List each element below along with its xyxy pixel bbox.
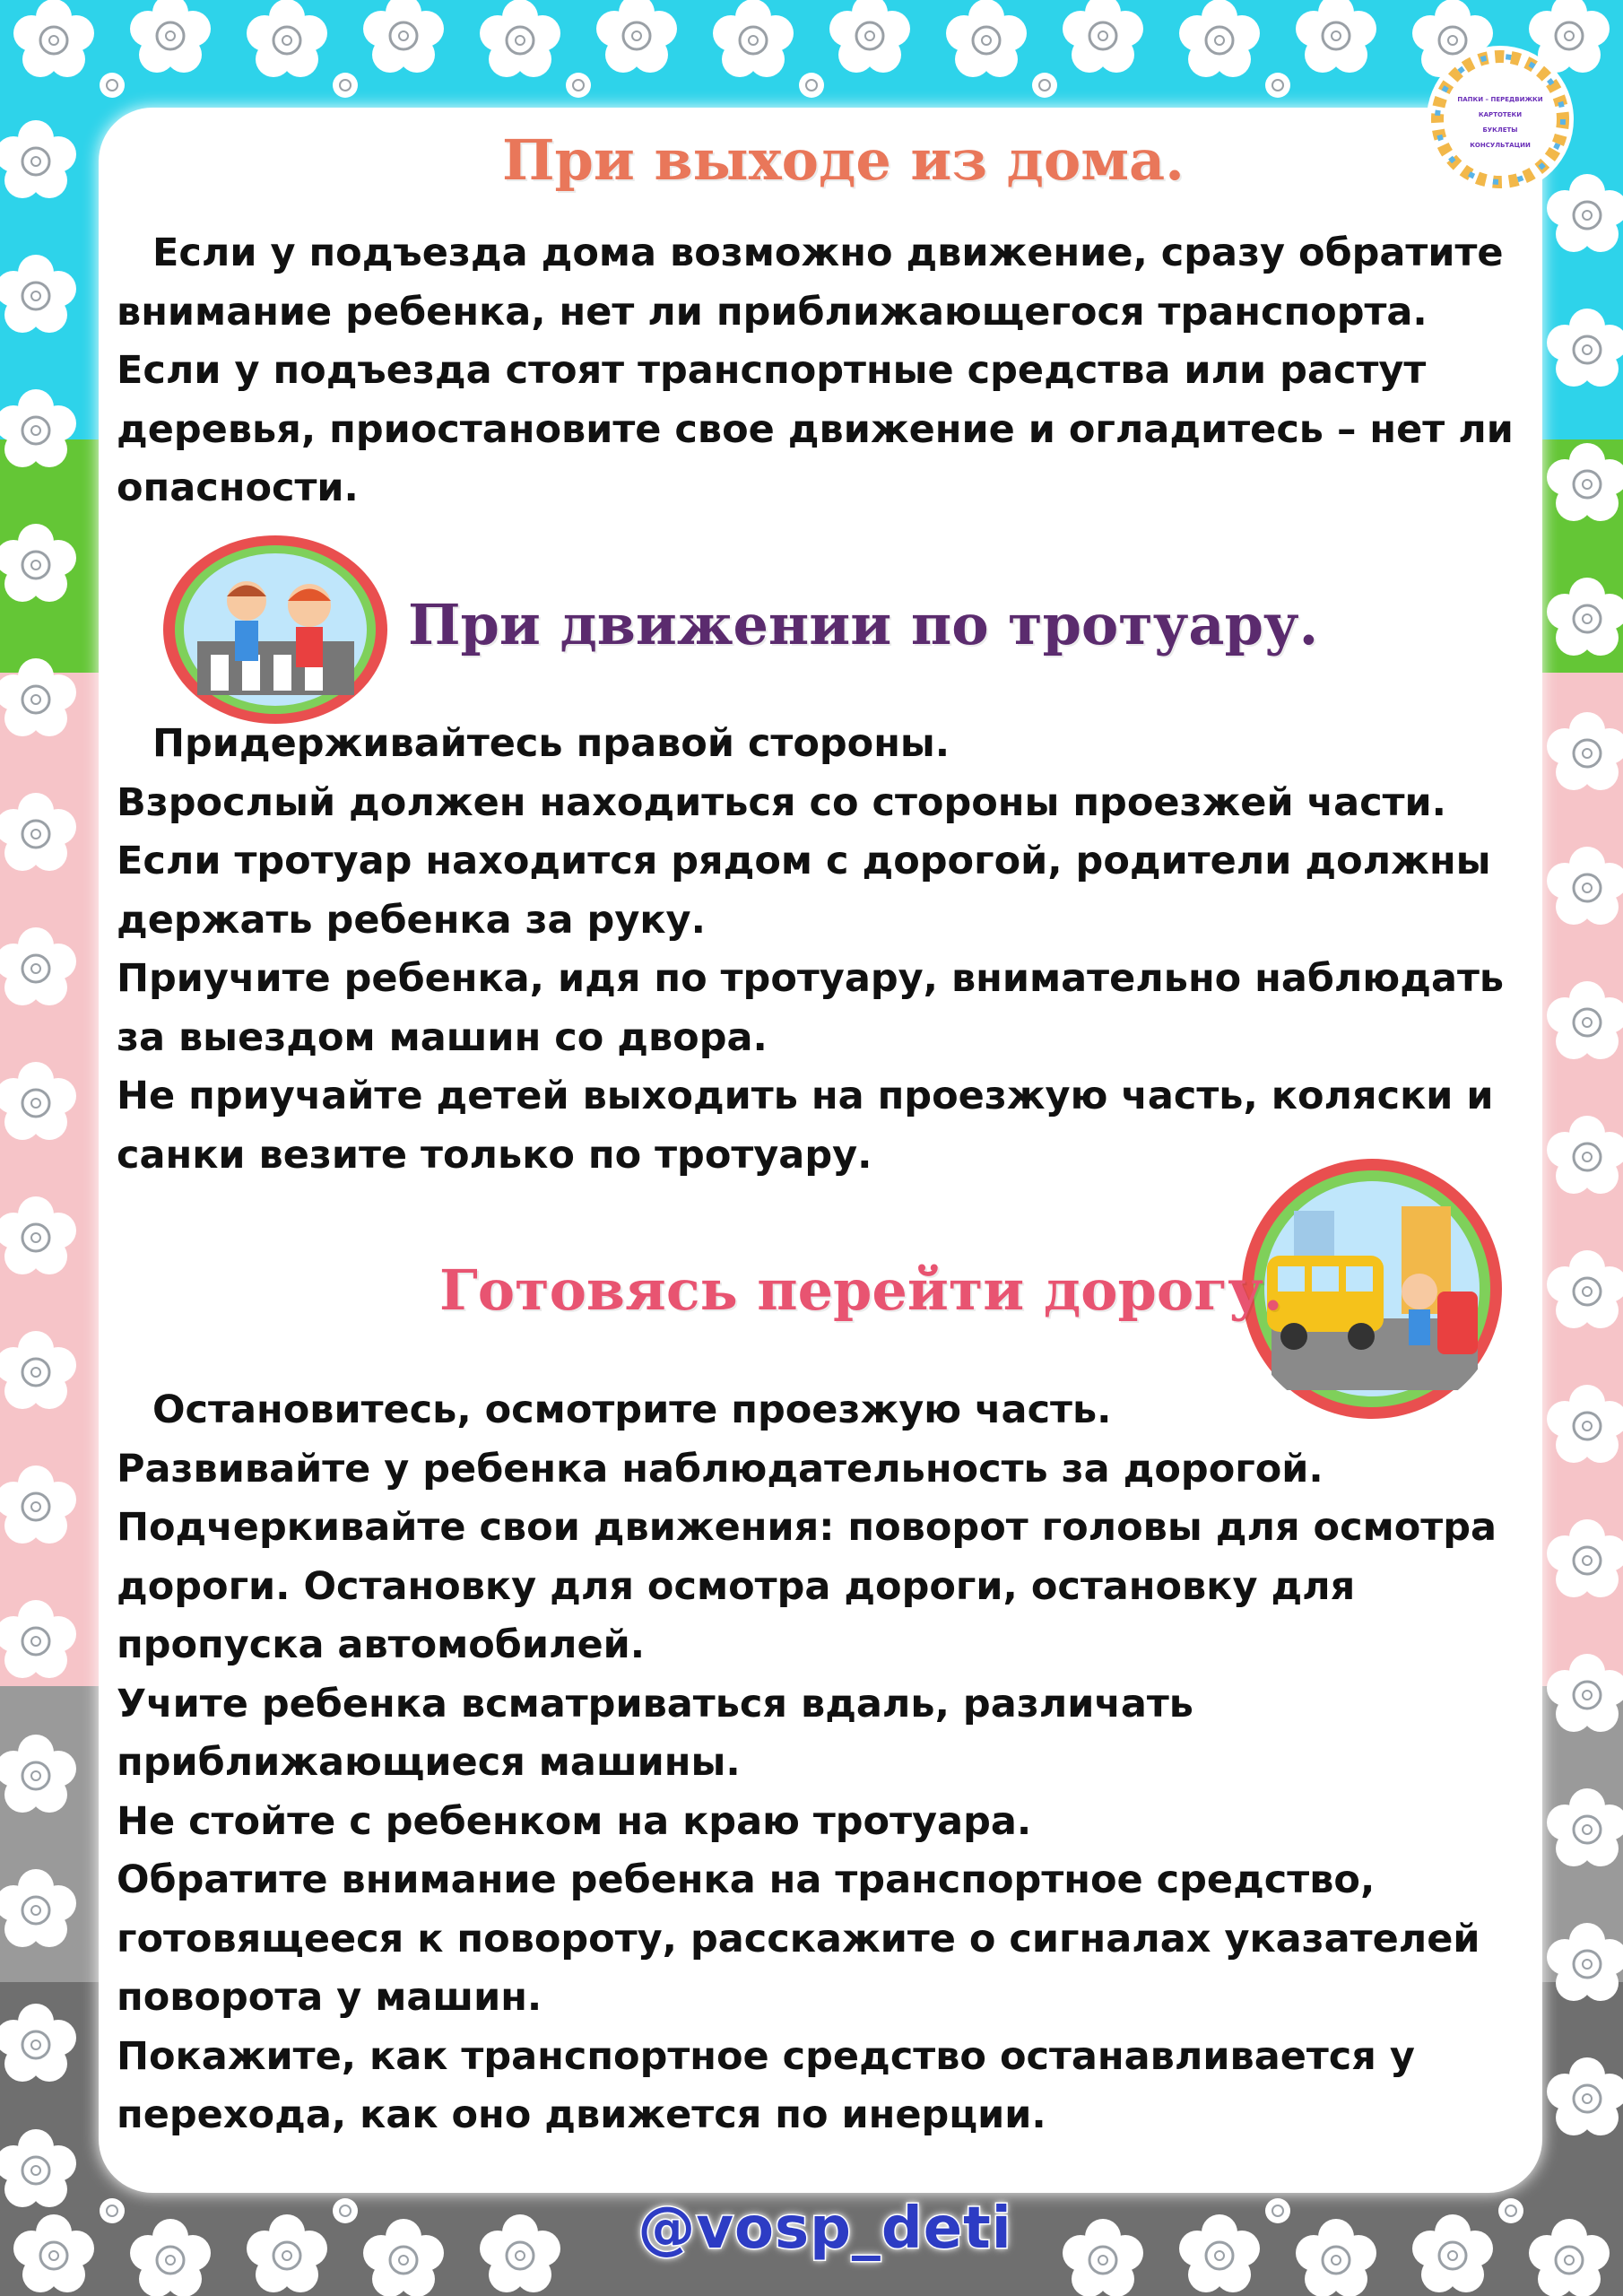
- section2-title: При движении по тротуару.: [408, 592, 1319, 657]
- section2-paragraph: Если тротуар находится рядом с дорогой, родители должны держать ребенка за руку.: [117, 839, 1491, 943]
- logo-line-2: КАРТОТЕКИ: [1478, 111, 1523, 118]
- section1-title: При выходе из дома.: [502, 127, 1185, 193]
- logo-line-4: КОНСУЛЬТАЦИИ: [1470, 142, 1531, 149]
- section3-paragraph: Развивайте у ребенка наблюдательность за дорогой.: [117, 1446, 1324, 1492]
- children-crossing-illustration-icon: [161, 534, 390, 726]
- section2-paragraph: Приучите ребенка, идя по тротуару, внимательно наблюдать за выездом машин со двора.: [117, 956, 1505, 1060]
- section3-paragraph: Покажите, как транспортное средство останавливается у перехода, как оно движется по инерции.: [117, 2033, 1415, 2137]
- section2-paragraph: Взрослый должен находиться со стороны проезжей части.: [117, 779, 1446, 825]
- section2-body: [117, 715, 1533, 1185]
- section1-body: [117, 224, 1533, 518]
- section3-paragraph: Остановитесь, осмотрите проезжую часть.: [152, 1387, 1112, 1432]
- logo-line-1: ПАПКИ – ПЕРЕДВИЖКИ: [1457, 96, 1543, 103]
- section3-title: Готовясь перейти дорогу.: [439, 1257, 1283, 1323]
- watermark: [619, 2188, 1031, 2269]
- section3-paragraph: Не стойте с ребенком на краю тротуара.: [117, 1798, 1032, 1844]
- section3-paragraph: Обратите внимание ребенка на транспортное средство, готовящееся к повороту, расскажите о сигналах указателей поворота у машин.: [117, 1857, 1480, 2020]
- watermark-text: @vosp_deti: [638, 2196, 1012, 2262]
- logo-line-3: БУКЛЕТЫ: [1482, 126, 1518, 134]
- section1-paragraph: Если у подъезда дома возможно движение, сразу обратите внимание ребенка, нет ли приближающегося транспорта. Если у подъезда стоят транспортные средства или растут деревья, приостановите свое движение и огладитесь – нет ли опасности.: [117, 230, 1514, 510]
- section2-paragraph: Не приучайте детей выходить на проезжую часть, коляски и санки везите только по тротуару.: [117, 1074, 1494, 1178]
- section3-body: [117, 1381, 1533, 2145]
- logo: [1424, 43, 1576, 196]
- section3-paragraph: Подчеркивайте свои движения: поворот головы для осмотра дороги. Остановку для осмотра дороги, остановку для пропуска автомобилей.: [117, 1505, 1497, 1667]
- section2-paragraph: Придерживайтесь правой стороны.: [152, 721, 950, 766]
- section3-paragraph: Учите ребенка всматриваться вдаль, различать приближающиеся машины.: [117, 1681, 1193, 1785]
